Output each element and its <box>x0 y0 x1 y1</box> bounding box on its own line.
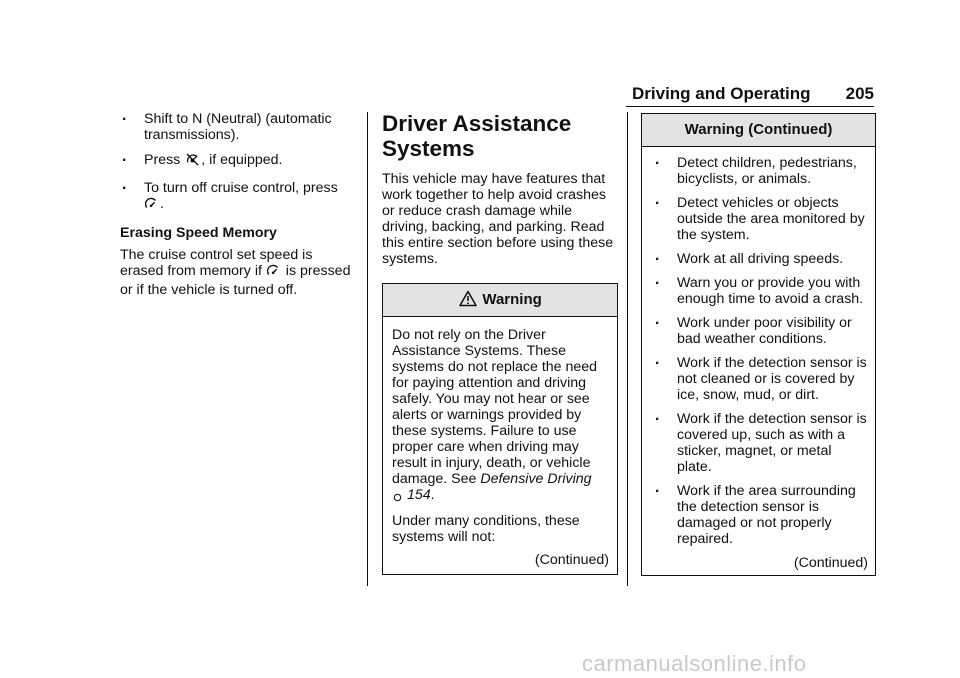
column-divider-right <box>627 112 628 586</box>
list-item: . To turn off cruise control, press . <box>120 180 356 215</box>
list-item: . Detect children, pedestrians, bicyclists, or animals. <box>655 151 857 187</box>
paragraph: The cruise control set speed is erased from memory if is pressed or if the vehicle is turned off. <box>120 247 351 298</box>
warning-body <box>642 147 875 575</box>
list-item: . Shift to N (Neutral) (automatic transmissions). <box>122 107 332 143</box>
cruise-on-off-icon <box>145 197 159 215</box>
warning-header: Warning (Continued) <box>642 114 875 147</box>
cross-reference-link[interactable]: Defensive Driving <box>480 471 592 487</box>
warning-triangle-icon <box>459 287 477 319</box>
column-right <box>641 113 876 576</box>
intro-paragraph: This vehicle may have features that work together to help avoid crashes or reduce crash damage while driving, backing, and parking. Read this entire section before using these systems. <box>382 171 614 267</box>
list-item: . Warn you or provide you with enough time to avoid a crash. <box>655 271 864 307</box>
cruise-on-off-icon <box>267 264 281 282</box>
page-ref-icon <box>393 490 402 506</box>
subheading: Erasing Speed Memory <box>120 225 277 241</box>
continued-label: (Continued) <box>793 555 868 571</box>
column-divider-left <box>367 112 368 586</box>
page-reference[interactable]: 154 <box>406 487 431 503</box>
page-header <box>626 82 874 108</box>
list-item: . Work at all driving speeds. <box>655 247 844 267</box>
watermark: carmanualsonline.info <box>582 651 807 676</box>
warning-header <box>383 284 617 317</box>
section-heading: Driver Assistance Systems <box>382 111 572 161</box>
list-item: . Press , if equipped. <box>120 152 356 171</box>
page-number: 205 <box>845 84 874 103</box>
continued-label: (Continued) <box>534 552 609 568</box>
list-item: . Work under poor visibility or bad weather conditions. <box>655 311 852 347</box>
list-item: . Work if the area surrounding the detection sensor is damaged or not properly repaired. <box>655 479 856 547</box>
header-rule <box>626 106 874 107</box>
warning-box-continued <box>641 113 876 576</box>
warning-title: Warning <box>482 291 542 308</box>
column-middle <box>382 111 618 575</box>
list-item: . Work if the detection sensor is covered up, such as with a sticker, magnet, or metal plate. <box>655 407 867 475</box>
list-item: . Detect vehicles or objects outside the area monitored by the system. <box>655 191 865 243</box>
column-left <box>120 107 356 305</box>
cruise-cancel-icon <box>185 152 200 171</box>
section-title: Driving and Operating <box>632 84 811 103</box>
list-item: . Work if the detection sensor is not cleaned or is covered by ice, snow, mud, or dirt. <box>655 351 867 403</box>
warning-box <box>382 283 618 575</box>
warning-body: Do not rely on the Driver Assistance Systems. These systems do not replace the need for paying attention and driving safely. You may not hear or see alerts or warnings provided by these systems. Failure to use proper care when driving may result in injury, death, or vehicle damage. See Defensive Driving 154. Under many conditions, these systems will not: (Continued) <box>392 327 609 568</box>
